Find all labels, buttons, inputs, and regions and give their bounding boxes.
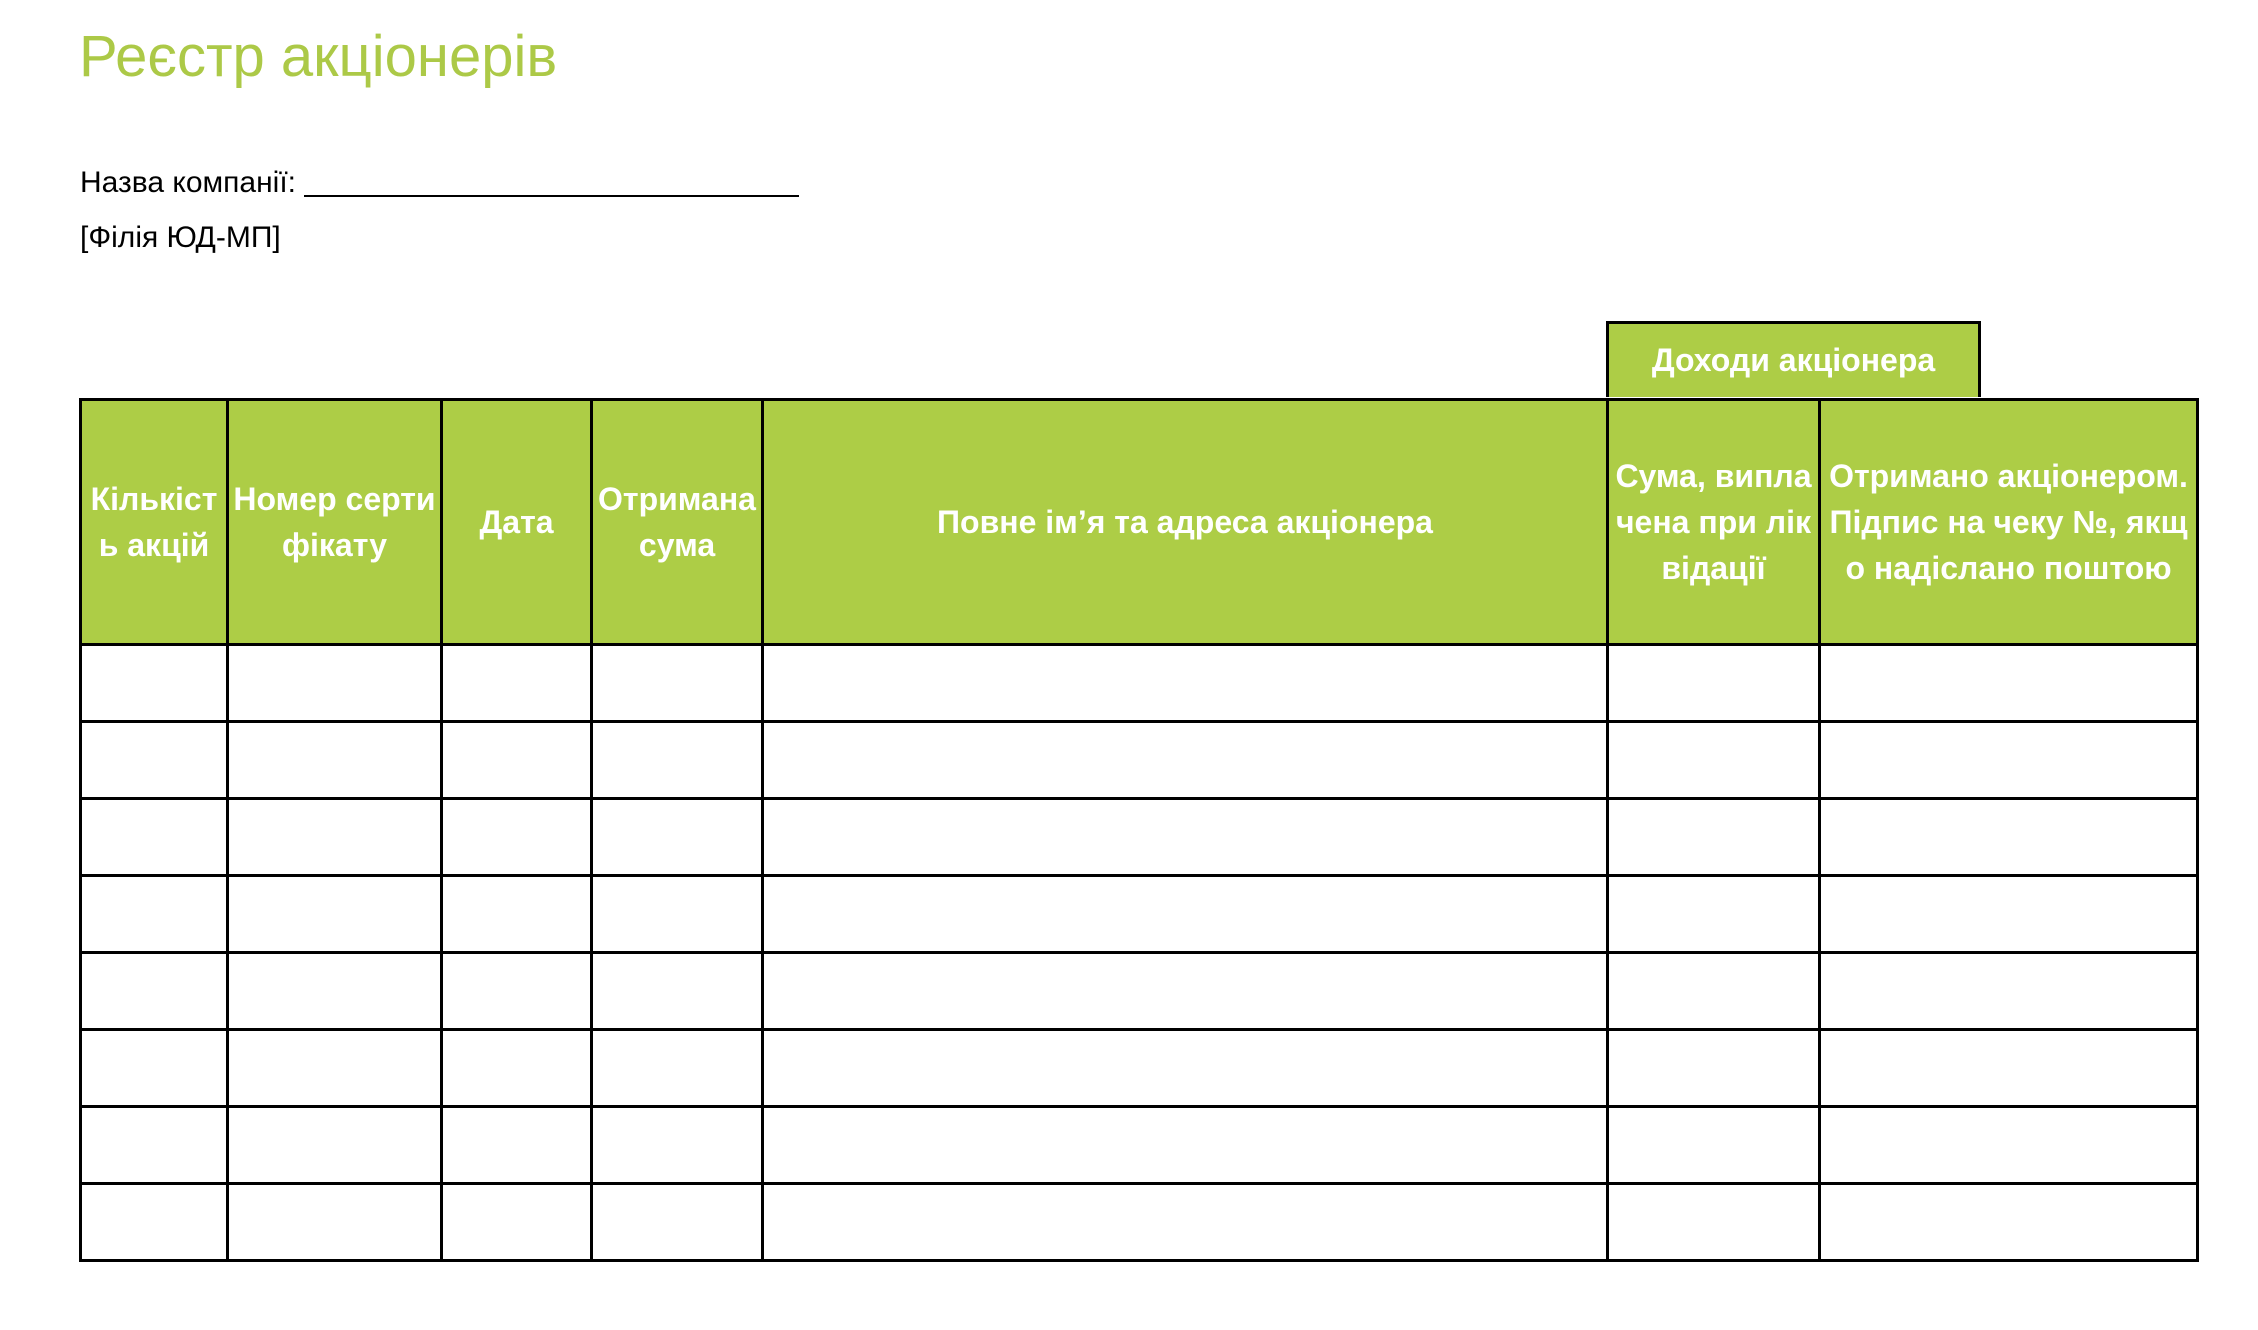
table-cell[interactable]: [228, 1184, 442, 1261]
table-cell[interactable]: [228, 1030, 442, 1107]
table-cell[interactable]: [81, 645, 228, 722]
table-row: [81, 799, 2198, 876]
table-cell[interactable]: [592, 1107, 763, 1184]
column-header-share-count: Кількість акцій: [81, 400, 228, 645]
table-cell[interactable]: [763, 1184, 1608, 1261]
table-cell[interactable]: [763, 722, 1608, 799]
table-cell[interactable]: [442, 953, 592, 1030]
company-name-label: Назва компанії:: [80, 166, 296, 199]
table-row: [81, 1030, 2198, 1107]
table-cell[interactable]: [81, 1184, 228, 1261]
table-cell[interactable]: [1820, 645, 2198, 722]
table-cell[interactable]: [1608, 645, 1820, 722]
table-cell[interactable]: [1608, 953, 1820, 1030]
table-row: [81, 953, 2198, 1030]
table-cell[interactable]: [81, 799, 228, 876]
table-cell[interactable]: [442, 1184, 592, 1261]
table-cell[interactable]: [1608, 799, 1820, 876]
table-cell[interactable]: [763, 1107, 1608, 1184]
table-cell[interactable]: [81, 1107, 228, 1184]
table-cell[interactable]: [592, 645, 763, 722]
table-cell[interactable]: [1820, 953, 2198, 1030]
column-header-received-signature: Отримано акціонером. Підпис на чеку №, якщо надіслано поштою: [1820, 400, 2198, 645]
column-header-amount-received: Отримана сума: [592, 400, 763, 645]
table-cell[interactable]: [592, 1184, 763, 1261]
table-cell[interactable]: [81, 953, 228, 1030]
shareholder-register-table: [79, 398, 2199, 1262]
table-cell[interactable]: [592, 799, 763, 876]
table-cell[interactable]: [592, 1030, 763, 1107]
table-cell[interactable]: [1820, 1107, 2198, 1184]
table-cell[interactable]: [81, 1030, 228, 1107]
table-cell[interactable]: [228, 722, 442, 799]
table-row: [81, 876, 2198, 953]
table-cell[interactable]: [81, 722, 228, 799]
table-row: [81, 645, 2198, 722]
branch-placeholder: [Філія ЮД-МП]: [80, 221, 281, 254]
company-name-row: [80, 165, 799, 201]
page-title: Реєстр акціонерів: [79, 24, 558, 89]
table-cell[interactable]: [228, 799, 442, 876]
table-cell[interactable]: [763, 799, 1608, 876]
table-cell[interactable]: [442, 799, 592, 876]
table-cell[interactable]: [1820, 1030, 2198, 1107]
table-cell[interactable]: [442, 876, 592, 953]
shareholder-income-group-header: Доходи акціонера: [1606, 321, 1981, 397]
table-cell[interactable]: [228, 645, 442, 722]
table-body: [81, 645, 2198, 1261]
table-cell[interactable]: [228, 953, 442, 1030]
table-cell[interactable]: [1820, 799, 2198, 876]
table-row: [81, 722, 2198, 799]
table-cell[interactable]: [442, 722, 592, 799]
table-cell[interactable]: [228, 1107, 442, 1184]
table-cell[interactable]: [592, 876, 763, 953]
table-row: [81, 1107, 2198, 1184]
column-header-date: Дата: [442, 400, 592, 645]
table-cell[interactable]: [592, 722, 763, 799]
table-cell[interactable]: [763, 645, 1608, 722]
table-cell[interactable]: [763, 953, 1608, 1030]
table-cell[interactable]: [1608, 876, 1820, 953]
table-cell[interactable]: [442, 1107, 592, 1184]
table-cell[interactable]: [81, 876, 228, 953]
table-cell[interactable]: [228, 876, 442, 953]
table-cell[interactable]: [763, 1030, 1608, 1107]
company-name-field[interactable]: [304, 165, 799, 197]
table-cell[interactable]: [1820, 722, 2198, 799]
table-cell[interactable]: [1608, 1107, 1820, 1184]
table-cell[interactable]: [763, 876, 1608, 953]
table-cell[interactable]: [1608, 1184, 1820, 1261]
table-cell[interactable]: [1820, 1184, 2198, 1261]
table-cell[interactable]: [1820, 876, 2198, 953]
table-header-row: [81, 400, 2198, 645]
column-header-certificate-number: Номер сертифікату: [228, 400, 442, 645]
table-cell[interactable]: [442, 645, 592, 722]
table-cell[interactable]: [1608, 722, 1820, 799]
table-cell[interactable]: [442, 1030, 592, 1107]
table-cell[interactable]: [592, 953, 763, 1030]
column-header-liquidation-amount: Сума, виплачена при ліквідації: [1608, 400, 1820, 645]
table-cell[interactable]: [1608, 1030, 1820, 1107]
column-header-shareholder-name-address: Повне ім’я та адреса акціонера: [763, 400, 1608, 645]
table-row: [81, 1184, 2198, 1261]
